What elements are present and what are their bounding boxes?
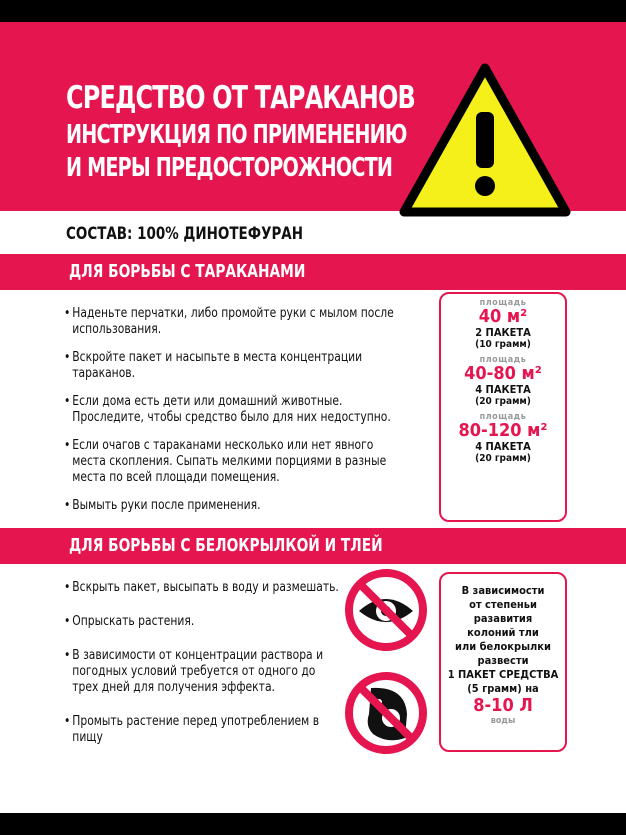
section-whitefly-title: ДЛЯ БОРЬБЫ С БЕЛОКРЫЛКОЙ И ТЛЕЙ [69, 535, 383, 556]
area-label: площадь [479, 355, 527, 365]
area-value: 40 м² [478, 306, 528, 327]
list-item: • Наденьте перчатки, либо промойте руки с мылом после использования. [64, 306, 395, 338]
pack-grams: (10 грамм) [475, 339, 531, 350]
composition-value: 100% ДИНОТЕФУРАН [137, 224, 303, 244]
composition [66, 224, 303, 244]
section-cockroach-title: ДЛЯ БОРЬБЫ С ТАРАКАНАМИ [69, 261, 306, 282]
list-item: • Вымыть руки после применения. [64, 498, 395, 514]
list-item: • Если очагов с тараканами несколько или нет явного места скопления. Сыпать мелкими порциями в разные места по всей площади помещения. [64, 438, 395, 486]
bottom-border [0, 813, 626, 835]
dilution-unit: воды [490, 716, 516, 726]
dilution-line: колоний тли [467, 626, 539, 639]
dilution-line: (5 грамм) на [467, 682, 539, 695]
list-item: • Вскрыть пакет, высыпать в воду и размешать. [64, 580, 340, 596]
dosage-entry [441, 298, 565, 351]
warning-triangle-icon [396, 60, 574, 225]
list-item: • Если дома есть дети или домашний животные. Проследите, чтобы средство было для них недоступно. [64, 394, 395, 426]
no-eye-contact-icon [343, 567, 429, 653]
top-border [0, 0, 626, 22]
area-value: 40-80 м² [464, 363, 542, 384]
pack-count: 4 ПАКЕТА [475, 383, 531, 396]
list-item: • Промыть растение перед употреблением в пищу [64, 714, 340, 746]
area-label: площадь [479, 298, 527, 308]
area-label: площадь [479, 412, 527, 422]
pack-count: 2 ПАКЕТА [475, 326, 531, 339]
page-subtitle-line2: И МЕРЫ ПРЕДОСТОРОЖНОСТИ [66, 153, 393, 183]
pack-count: 4 ПАКЕТА [475, 440, 531, 453]
dosage-entry [441, 412, 565, 465]
list-item: • Вскройте пакет и насыпьте в места концентрации тараканов. [64, 350, 395, 382]
composition-label: СОСТАВ: [66, 224, 133, 244]
page-subtitle-line1: ИНСТРУКЦИЯ ПО ПРИМЕНЕНИЮ [66, 120, 407, 150]
whitefly-instructions [64, 580, 340, 764]
dilution-amount: 8-10 Л [473, 695, 533, 716]
pack-grams: (20 грамм) [475, 396, 531, 407]
dilution-text [441, 584, 565, 696]
page-title: СРЕДСТВО ОТ ТАРАКАНОВ [66, 80, 415, 116]
dilution-line: от степеньи разавития [469, 598, 537, 625]
dilution-line: развести [477, 654, 529, 667]
dilution-line: или белокрылки [455, 640, 551, 653]
dilution-line: 1 ПАКЕТ СРЕДСТВА [447, 668, 559, 681]
dosage-entry [441, 355, 565, 408]
dilution-line: В зависимости [461, 584, 545, 597]
area-value: 80-120 м² [458, 420, 548, 441]
dilution-box [439, 572, 567, 752]
list-item: • Опрыскать растения. [64, 614, 340, 630]
dosage-box [439, 292, 567, 522]
pack-grams: (20 грамм) [475, 453, 531, 464]
cockroach-instructions [64, 306, 395, 526]
list-item: • В зависимости от концентрации раствора и погодных условий требуется от одного до трех дней для получения эффекта. [64, 648, 340, 696]
no-eating-icon [343, 670, 429, 756]
